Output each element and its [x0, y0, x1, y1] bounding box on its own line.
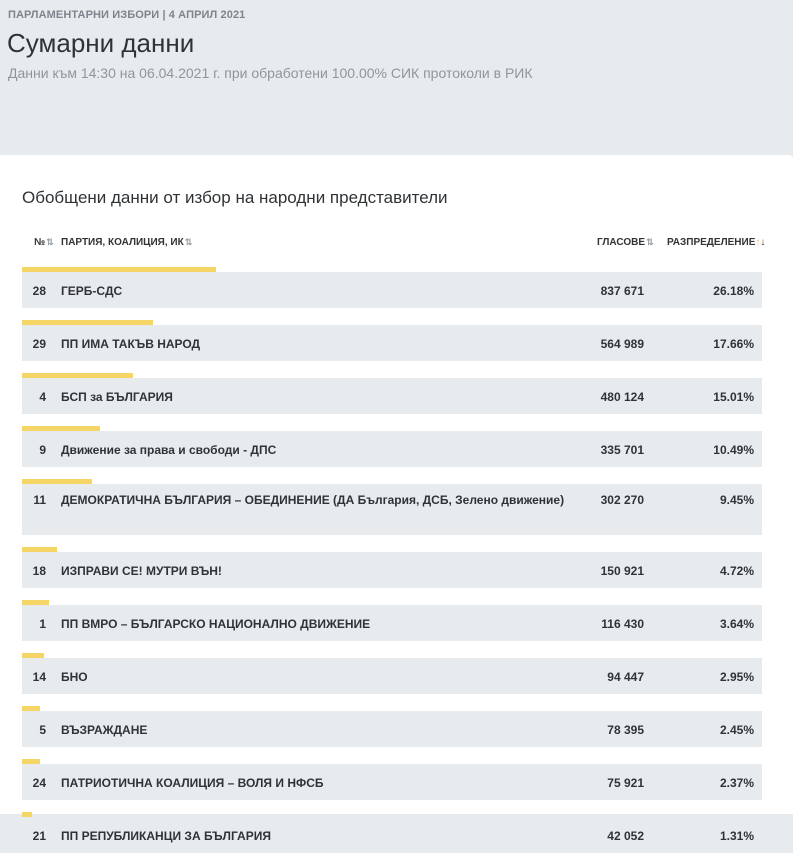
party-votes: 480 124 — [600, 390, 644, 404]
party-name: ПП ВМРО – БЪЛГАРСКО НАЦИОНАЛНО ДВИЖЕНИЕ — [61, 617, 371, 631]
party-votes: 564 989 — [600, 337, 644, 351]
party-number: 24 — [32, 776, 46, 790]
sort-icon[interactable]: ⇅ — [646, 237, 654, 247]
party-name: ПАТРИОТИЧНА КОАЛИЦИЯ – ВОЛЯ И НФСБ — [61, 776, 324, 790]
party-number: 29 — [32, 337, 46, 351]
party-number: 14 — [32, 670, 46, 684]
table-row[interactable] — [22, 267, 762, 308]
table-row[interactable] — [22, 547, 762, 588]
party-percentage: 4.72% — [719, 564, 754, 578]
table-row-body — [22, 764, 762, 800]
party-votes: 837 671 — [600, 284, 644, 298]
party-name: Движение за права и свободи - ДПС — [61, 443, 277, 457]
column-label-distribution: РАЗПРЕДЕЛЕНИЕ — [667, 237, 756, 248]
party-name: ГЕРБ-СДС — [61, 284, 123, 298]
table-row[interactable] — [22, 812, 762, 853]
party-percentage: 2.95% — [719, 670, 754, 684]
party-number: 28 — [32, 284, 46, 298]
party-percentage: 26.18% — [713, 284, 754, 298]
results-table — [22, 267, 762, 853]
party-percentage: 2.45% — [719, 723, 754, 737]
party-number: 4 — [39, 390, 46, 404]
column-label-num: № — [34, 237, 46, 248]
table-row[interactable] — [22, 759, 762, 800]
table-row-body — [22, 817, 762, 853]
party-percentage: 17.66% — [713, 337, 754, 351]
table-row[interactable] — [22, 479, 762, 535]
table-row-body — [22, 552, 762, 588]
party-percentage: 15.01% — [713, 390, 754, 404]
party-name: ПП РЕПУБЛИКАНЦИ ЗА БЪЛГАРИЯ — [61, 829, 271, 843]
party-number: 5 — [39, 723, 46, 737]
section-title: Обобщени данни от избор на народни представители — [22, 188, 448, 207]
party-votes: 335 701 — [600, 443, 644, 457]
table-row-body — [22, 605, 762, 641]
party-name: ПП ИМА ТАКЪВ НАРОД — [61, 337, 201, 351]
table-row-body — [22, 431, 762, 467]
party-percentage: 3.64% — [719, 617, 754, 631]
party-name: БНО — [61, 670, 88, 684]
party-percentage: 2.37% — [719, 776, 754, 790]
party-votes: 116 430 — [601, 617, 644, 631]
page-title: Сумарни данни — [7, 28, 195, 58]
party-percentage: 9.45% — [719, 493, 754, 507]
party-votes: 150 921 — [600, 564, 644, 578]
sort-up-icon[interactable]: ↑ — [755, 237, 761, 248]
table-row[interactable] — [22, 600, 762, 641]
column-header-party[interactable] — [61, 237, 192, 248]
column-label-party: ПАРТИЯ, КОАЛИЦИЯ, ИК — [61, 237, 184, 248]
party-votes: 78 395 — [607, 723, 644, 737]
table-row-body — [22, 378, 762, 414]
column-label-votes: ГЛАСОВЕ — [597, 237, 646, 248]
page-header — [0, 0, 793, 155]
party-number: 1 — [39, 617, 46, 631]
breadcrumb[interactable]: ПАРЛАМЕНТАРНИ ИЗБОРИ | 4 АПРИЛ 2021 — [8, 9, 246, 21]
sort-icon[interactable]: ⇅ — [46, 237, 54, 247]
party-percentage: 10.49% — [713, 443, 754, 457]
party-number: 21 — [32, 829, 46, 843]
column-header-num[interactable] — [34, 237, 54, 248]
party-votes: 75 921 — [607, 776, 644, 790]
party-name: ДЕМОКРАТИЧНА БЪЛГАРИЯ – ОБЕДИНЕНИЕ (ДА България, ДСБ, Зелено движение) — [61, 493, 565, 507]
column-header-votes[interactable] — [597, 237, 654, 248]
table-row[interactable] — [22, 373, 762, 414]
table-row-body — [22, 658, 762, 694]
table-row[interactable] — [22, 653, 762, 694]
table-row-body — [22, 325, 762, 361]
party-number: 18 — [32, 564, 46, 578]
table-row-body — [22, 711, 762, 747]
party-votes: 94 447 — [607, 670, 644, 684]
table-row[interactable] — [22, 426, 762, 467]
sort-icon[interactable]: ⇅ — [184, 237, 193, 247]
party-name: БСП за БЪЛГАРИЯ — [61, 390, 173, 404]
party-number: 11 — [33, 493, 46, 507]
table-header — [22, 237, 766, 253]
sort-down-icon[interactable]: ↓ — [760, 237, 766, 248]
table-row[interactable] — [22, 320, 762, 361]
party-name: ВЪЗРАЖДАНЕ — [61, 723, 148, 737]
table-row[interactable] — [22, 706, 762, 747]
party-votes: 302 270 — [600, 493, 644, 507]
party-name: ИЗПРАВИ СЕ! МУТРИ ВЪН! — [61, 564, 222, 578]
page-subtitle: Данни към 14:30 на 06.04.2021 г. при обработени 100.00% СИК протоколи в РИК — [8, 65, 533, 81]
party-number: 9 — [39, 443, 46, 457]
column-header-distribution[interactable] — [667, 237, 765, 248]
table-row-body — [22, 272, 762, 308]
results-card — [0, 155, 793, 843]
party-votes: 42 052 — [607, 829, 644, 843]
table-row-body — [22, 484, 762, 535]
party-percentage: 1.31% — [719, 829, 754, 843]
